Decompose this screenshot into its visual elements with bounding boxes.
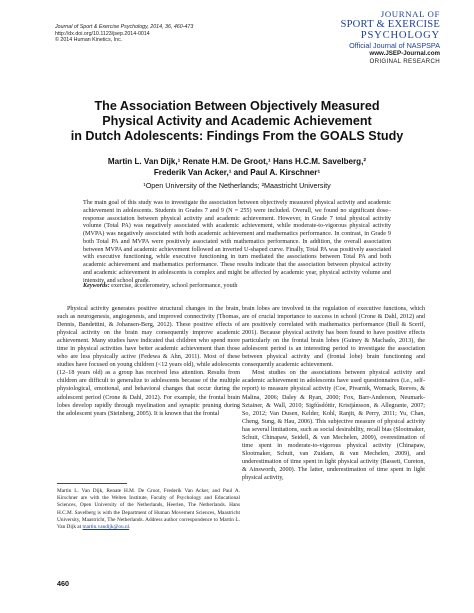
- author-affiliations: ¹Open University of the Netherlands; ²Maastricht University: [143, 181, 331, 190]
- journal-brand: [270, 10, 440, 65]
- footnote-end: .: [129, 524, 131, 531]
- body-column-right: [242, 305, 425, 482]
- journal-meta: [55, 24, 275, 44]
- keywords: [83, 283, 391, 291]
- body-column-left: [57, 305, 240, 418]
- title-line-1: The Association Between Objectively Measured: [94, 99, 380, 113]
- authors-line-2: Frederik Van Acker,¹ and Paul A. Kirschner¹: [153, 167, 321, 177]
- author-email-link[interactable]: martin.vandijk@ou.nl: [82, 524, 130, 531]
- body-paragraph: Most studies on the associations between physical activity and academic achievement in adolescents have used questionnaires (i.e., self-report) to measure physical activity (Coe, Pivarnik, Womack, Reeves, & Malina, 2006; Daley & Ryan, 2000; Fox, Barr-Anderson, Neumark-Sztainer, & Wall, 2010; Sigfúsdóttir, Kristjánsson, & Allegrante, 2007; So, 2012; Van Dusen, Kelder, Kohl, Ranjit, & Perry, 2011; Yu, Chan, Cheng, Sung, & Hau, 2006). This subjective measure of physical activity has several limitations, such as social desirability, recall bias (Slootmaker, Schuit, Chinapaw, Seidell, & van Mechelen, 2009), overestimation of time spent in moderate-to-vigorous physical activity (Chinapaw, Slootmaker, Schuit, van Zuidam, & van Mechelen, 2009), and underestimation of time spent in light physical activity (Bassett, Cureton, & Ainsworth, 2000). The latter, underestimation of time spent in light physical activity,: [242, 370, 425, 481]
- article-title: [50, 99, 424, 144]
- body-paragraph: brain lobes are involved in the regulation of executive functions, which are of crucial importance to success in school (Crone & Dahl, 2012) and are positively correlated with mathematics performance (Bull & Scerif, 2001). Because physical activity has been found to have positive effects particularly on the frontal brain lobes (Guiney & Machado, 2013), the adolescent period is an interesting period to investigate the association between physical activity and (frontal lobe) brain functioning and consequently academic achievement.: [242, 306, 425, 369]
- authors-line-1: Martin L. Van Dijk,¹ Renate H.M. De Groot,¹ Hans H.C.M. Savelberg,²: [107, 157, 367, 166]
- body-paragraph: Physical activity generates positive structural changes in the brain, such as neurogenesis, angiogenesis, and improved connectivity (Thomas, Dennis, Bandettini, & Johansen-Berg, 2012). These positive effects of physical activity on the brain may consequently improve academic achievement. Many studies have indicated that children who spend more time in physical activities have better academic achievement than those who are less physically active (Fedewa & Ahn, 2011). Most of these studies have focused on young children (<12 years old), while adolescents (12–18 years old) as a group has received less attention. Results from children are difficult to generalize to adolescents because of the multiple physiological, emotional, and behavioral changes that occur during the adolescent period (Crone & Dahl, 2012). For example, the frontal brain lobes develop rapidly through myelination and synaptic pruning during the adolescent years (Steinberg, 2005). It is known that the frontal: [57, 306, 240, 417]
- copyright-notice: © 2014 Human Kinetics, Inc.: [55, 37, 123, 44]
- author-footnote: [57, 488, 240, 531]
- brand-line-3: PSYCHOLOGY: [360, 30, 440, 41]
- author-list: [60, 157, 414, 179]
- title-line-2: Physical Activity and Academic Achievement: [102, 114, 372, 128]
- title-line-3: in Dutch Adolescents: Findings From the GOALS Study: [70, 129, 404, 143]
- journal-website-link[interactable]: www.JSEP-Journal.com: [369, 50, 440, 57]
- footnote-divider: [57, 483, 127, 484]
- keywords-label: Keywords:: [83, 283, 110, 289]
- brand-line-2: SPORT & EXERCISE: [340, 19, 440, 30]
- abstract: The main goal of this study was to investigate the association between objectively measured physical activity and academic achievement in adolescents. Students in Grades 7 and 9 (N = 255) were included. Overall, we found no significant dose–response association between physical activity and academic achievement. However, in Grade 7 total physical activity volume (Total PA) was negatively associated with academic achievement, while moderate-to-vigorous physical activity (MVPA) was negatively associated with both academic achievement and mathematics performance. In contrast, in Grade 9 both Total PA and MVPA were positively associated with mathematics performance. In addition, the overall association between MVPA and academic achievement followed an inverted U-shaped curve. Finally, Total PA was positively associated with executive functioning, while executive functioning in turn mediated the associations between Total PA and both academic achievement and mathematics performance. These results indicate that the association between physical activity and academic achievement in adolescents is complex and might be affected by academic year, physical activity volume and intensity, and school grade.: [83, 200, 391, 284]
- journal-reference: Journal of Sport & Exercise Psychology, 2014, 36, 460-473: [55, 24, 194, 30]
- brand-line-1: JOURNAL OF: [380, 9, 440, 19]
- doi-link[interactable]: http://dx.doi.org/10.1123/jsep.2014-0014: [55, 30, 150, 37]
- article-section-label: ORIGINAL RESEARCH: [369, 57, 440, 65]
- footnote-text: Martin L. Van Dijk, Renate H.M. De Groot, Frederik Van Acker, and Paul A. Kirschner are with the Welten Institute, Faculty of Psychology and Educational Sciences, Open University of the Netherlands, Heerlen, The Netherlands. Hans H.C.M. Savelberg is with the Department of Human Movement Sciences, Maastricht University, Maastricht, The Netherlands. Address author correspondence to Martin L. Van Dijk at: [57, 488, 240, 531]
- official-journal-label: Official Journal of NASPSPA: [349, 41, 440, 50]
- keywords-text: exercise, accelerometry, school performance, youth: [109, 283, 238, 289]
- page-number: 460: [57, 579, 69, 588]
